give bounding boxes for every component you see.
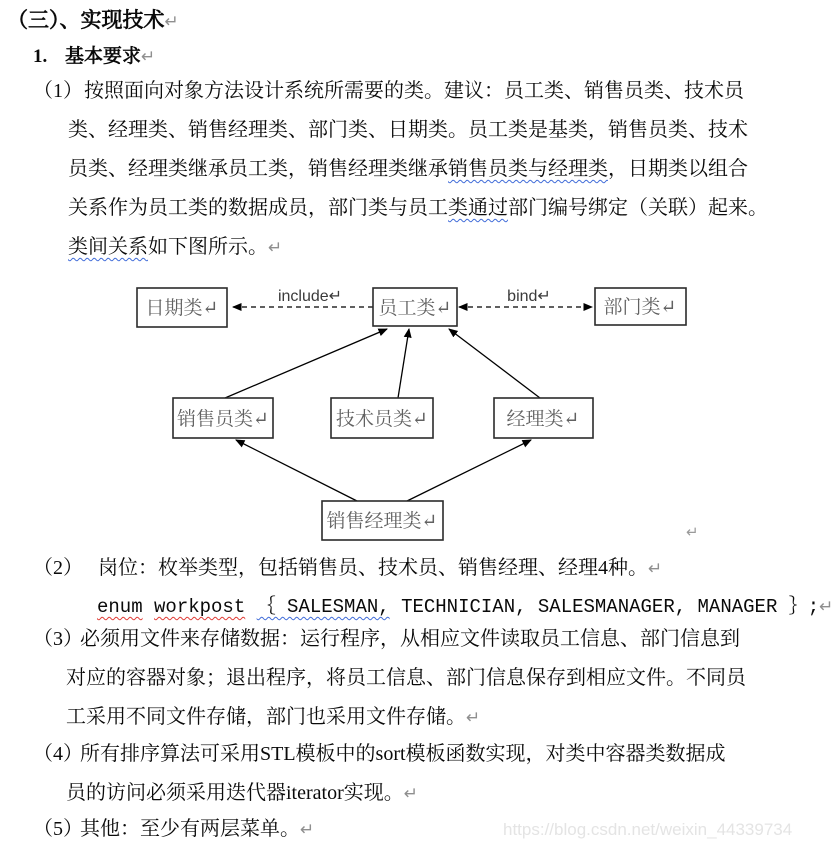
- salesman-class-label: 销售员类↵: [177, 409, 269, 430]
- text-run: 按照面向对象方法设计系统所需要的类。建议：员工类、销售员类、技术员: [84, 80, 744, 102]
- item-number: （5）: [33, 818, 83, 840]
- item-number: （1）: [33, 80, 83, 102]
- pilcrow-mark: ↵: [686, 523, 699, 541]
- manager-class-label: 经理类↵: [506, 409, 580, 430]
- text-line: [33, 774, 726, 813]
- text-line: [33, 698, 746, 737]
- pilcrow-mark: ↵: [300, 820, 315, 840]
- pilcrow-mark: ↵: [403, 784, 418, 804]
- technician-class-label: 技术员类↵: [336, 409, 428, 430]
- section-title-text: 基本要求: [65, 46, 142, 67]
- text-line: [33, 72, 768, 111]
- text-run: 员的访问必须采用迭代器iterator实现。: [66, 782, 404, 804]
- text-run: 所有排序算法可采用STL模板中的sort模板函数实现，对类中容器类数据成: [80, 743, 726, 765]
- section-number: 1.: [33, 46, 48, 67]
- edge-label-bind: bind↵: [507, 288, 551, 305]
- pilcrow-mark: ↵: [164, 12, 179, 32]
- item-number: （2）: [33, 557, 83, 579]
- paragraph-item-4: [33, 735, 726, 813]
- text-line: [33, 735, 726, 774]
- text-run: 类、经理类、销售经理类、部门类、日期类。员工类是基类，销售员类、技术: [68, 119, 748, 141]
- text-run-spellcheck: 类通过: [448, 197, 508, 219]
- code-run-spellcheck: ｛ SALESMAN,: [256, 596, 390, 618]
- edge-manager-to-employee: [449, 329, 540, 398]
- edge-salesmanager-to-salesman: [236, 440, 357, 501]
- text-run: 工采用不同文件存储，部门也采用文件存储。: [66, 706, 466, 728]
- text-line: [33, 228, 768, 267]
- paragraph-item-3: [33, 620, 746, 737]
- text-run: 对应的容器对象；退出程序，将员工信息、部门信息保存到相应文件。不同员: [66, 667, 746, 689]
- pilcrow-mark: ↵: [466, 708, 481, 728]
- page-title-text: （三）、实现技术: [7, 8, 165, 32]
- paragraph-item-2: [33, 549, 833, 627]
- date-class-label: 日期类↵: [145, 298, 219, 319]
- text-line: [33, 659, 746, 698]
- item-number: （4）: [33, 743, 83, 765]
- salesmanager-class-label: 销售经理类↵: [326, 511, 438, 532]
- text-run: 如下图所示。: [148, 236, 268, 258]
- text-run-spellcheck: 类间关系: [68, 236, 148, 258]
- text-run: 部门编号绑定（关联）起来。: [508, 197, 768, 219]
- code-identifier-spellcheck: workpost: [154, 596, 246, 618]
- text-run: 必须用文件来存储数据：运行程序，从相应文件读取员工信息、部门信息到: [80, 628, 740, 650]
- section-heading: [33, 41, 155, 68]
- paragraph-item-5: [33, 810, 314, 849]
- edge-salesman-to-employee: [225, 329, 387, 398]
- text-line: [33, 111, 768, 150]
- text-run-spellcheck: 销售员类与经理类: [448, 158, 608, 180]
- code-keyword-spellcheck: enum: [97, 596, 143, 618]
- text-line: [33, 549, 833, 588]
- item-number: （3）: [33, 628, 83, 650]
- department-class-label: 部门类↵: [603, 297, 677, 318]
- edge-technician-to-employee: [398, 329, 409, 398]
- pilcrow-mark: ↵: [819, 597, 833, 617]
- text-run: ，日期类以组合: [608, 158, 748, 180]
- class-relationship-diagram: [0, 278, 797, 552]
- text-line: [33, 150, 768, 189]
- page-title: [7, 4, 179, 34]
- csdn-watermark: https://blog.csdn.net/weixin_44339734: [503, 820, 793, 839]
- pilcrow-mark: ↵: [268, 238, 283, 258]
- pilcrow-mark: ↵: [648, 559, 663, 579]
- paragraph-item-1: [33, 72, 768, 267]
- text-run: 岗位：枚举类型，包括销售员、技术员、销售经理、经理4种。: [98, 557, 648, 579]
- text-run: 其他：至少有两层菜单。: [80, 818, 300, 840]
- employee-class-label: 员工类↵: [378, 298, 452, 319]
- text-run: 员类、经理类继承员工类，销售经理类继承: [68, 158, 448, 180]
- edge-salesmanager-to-manager: [407, 440, 531, 501]
- edge-label-include: include↵: [277, 288, 343, 305]
- code-run: TECHNICIAN, SALESMANAGER, MANAGER ｝;: [401, 596, 820, 618]
- pilcrow-mark: ↵: [141, 47, 156, 67]
- text-line: [33, 620, 746, 659]
- text-line: [33, 810, 314, 849]
- text-line: [33, 189, 768, 228]
- text-run: 关系作为员工类的数据成员，部门类与员工: [68, 197, 448, 219]
